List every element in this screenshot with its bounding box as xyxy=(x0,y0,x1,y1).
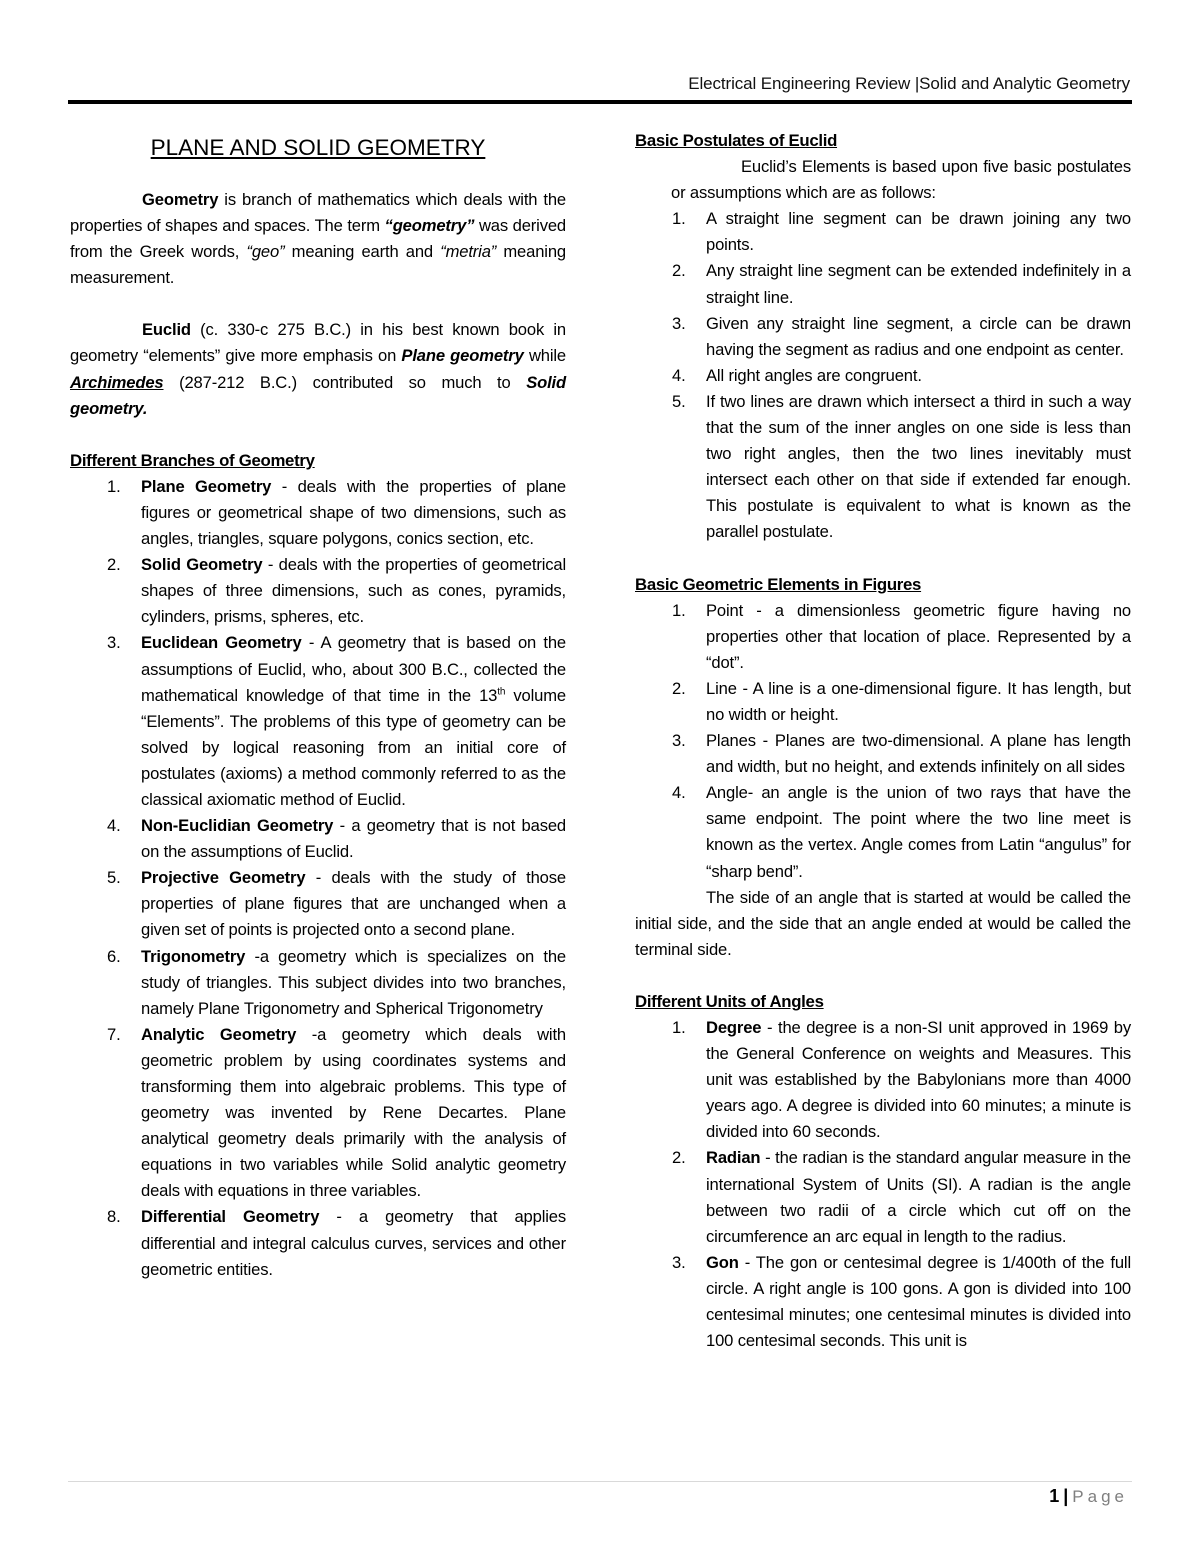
list-number: 4. xyxy=(107,816,121,836)
list-item xyxy=(635,1250,1131,1354)
list-item xyxy=(70,474,566,552)
intro-text-1a: is branch of mathematics which deals with the properties of shapes and spaces. The term xyxy=(70,190,566,236)
intro-text-1d: meaning measurement. xyxy=(70,242,566,288)
element-text: Line - A line is a one-dimensional figure. It has length, but no width or height. xyxy=(706,678,1131,724)
units-heading: Different Units of Angles xyxy=(635,991,824,1011)
quoted-geometry: “geometry” xyxy=(384,216,475,236)
list-number: 2. xyxy=(107,555,121,575)
postulate-text: Any straight line segment can be extended indefinitely in a straight line. xyxy=(706,261,1131,307)
header-rule xyxy=(68,100,1132,104)
branch-term: Solid Geometry xyxy=(141,555,263,575)
postulate-text: A straight line segment can be drawn joining any two points. xyxy=(706,209,1131,255)
term-plane-geometry: Plane geometry xyxy=(401,346,524,366)
postulates-heading: Basic Postulates of Euclid xyxy=(635,131,838,150)
list-item xyxy=(635,1015,1131,1145)
list-number: 3. xyxy=(672,1252,686,1272)
units-list xyxy=(635,1015,1131,1354)
intro-text-1b: was derived from the Greek words, xyxy=(70,216,567,262)
term-geometry: Geometry xyxy=(142,190,219,209)
footer-rule xyxy=(68,1481,1132,1482)
list-item xyxy=(635,598,1131,676)
page-word: Page xyxy=(1072,1487,1128,1506)
branch-term: Euclidean Geometry xyxy=(141,633,302,653)
term-euclid: Euclid xyxy=(142,320,191,340)
postulate-text: All right angles are congruent. xyxy=(706,365,922,385)
list-number: 6. xyxy=(107,946,121,966)
unit-term: Degree xyxy=(706,1018,762,1037)
branch-text: -a geometry which is specializes on the study of triangles. This subject divides into two branches, namely Plane Trigonometry and Spherical Trigonometry xyxy=(141,946,566,1018)
intro-text-2b: while xyxy=(523,346,567,366)
list-number: 8. xyxy=(107,1207,121,1227)
list-number: 1. xyxy=(672,209,686,229)
list-item xyxy=(70,552,566,630)
list-item xyxy=(635,728,1131,780)
intro-text-2c: (287-212 B.C.) contributed so much to xyxy=(163,372,527,392)
list-item xyxy=(635,258,1131,310)
postulates-intro: Euclid’s Elements is based upon five basic postulates or assumptions which are as follows: xyxy=(671,157,1131,203)
list-number: 1. xyxy=(672,1018,686,1037)
intro-text-1c: meaning earth and xyxy=(284,242,441,262)
elements-heading: Basic Geometric Elements in Figures xyxy=(635,574,922,594)
list-number: 7. xyxy=(107,1024,121,1044)
list-number: 2. xyxy=(672,261,686,281)
branch-term: Differential Geometry xyxy=(141,1207,320,1227)
left-column xyxy=(70,128,566,1283)
list-item xyxy=(635,389,1131,546)
list-item xyxy=(70,813,566,865)
intro-text-2a: (c. 330-c 275 B.C.) in his best known book in geometry “elements” give more emphasis on xyxy=(70,320,566,366)
list-number: 2. xyxy=(672,678,686,698)
branch-text: - deals with the study of those properties of plane figures that are unchanged when a given set of points is projected onto a second plane. xyxy=(141,868,566,940)
intro-paragraph-geometry xyxy=(70,187,566,291)
list-item xyxy=(635,363,1131,389)
unit-text: - The gon or centesimal degree is 1/400th of the full circle. A right angle is 100 gons. A gon is divided into 100 centesimal minutes; one centesimal minutes is divided into 100 centesimal seconds. This unit is xyxy=(706,1252,1131,1351)
right-column xyxy=(635,128,1131,1354)
branch-term: Non-Euclidian Geometry xyxy=(141,816,334,836)
list-item xyxy=(635,311,1131,363)
list-number: 3. xyxy=(672,313,686,333)
postulates-list xyxy=(635,206,1131,545)
list-item xyxy=(70,944,566,1022)
list-number: 3. xyxy=(107,633,121,653)
term-archimedes: Archimedes xyxy=(70,372,164,392)
branch-text: - a geometry that is not based on the assumptions of Euclid. xyxy=(141,816,566,862)
branch-text: - deals with the properties of geometrical shapes of three dimensions, such as cones, pyramids, cylinders, prisms, spheres, etc. xyxy=(141,555,566,627)
branch-text: - deals with the properties of plane figures or geometrical shape of two dimensions, such as angles, triangles, square polygons, conics section, etc. xyxy=(141,476,567,549)
postulate-text: Given any straight line segment, a circle can be drawn having the segment as radius and one endpoint as center. xyxy=(706,313,1131,359)
list-item xyxy=(70,1022,566,1205)
list-number: 2. xyxy=(672,1148,686,1168)
postulate-text: If two lines are drawn which intersect a third in such a way that the sum of the inner angles on one side is less than two right angles, then the two lines inevitably must intersect each other on that side if extended far enough. This postulate is equivalent to what is known as the parallel postulate. xyxy=(706,391,1131,542)
list-number: 4. xyxy=(672,365,686,385)
list-item xyxy=(70,630,566,813)
element-text: Angle- an angle is the union of two rays that have the same endpoint. The point where the two line meet is known as the vertex. Angle comes from Latin “angulus” for “sharp bend”. xyxy=(706,783,1131,881)
list-number: 1. xyxy=(672,600,686,620)
superscript: th xyxy=(497,686,506,698)
list-number: 5. xyxy=(672,391,686,411)
unit-term: Radian xyxy=(706,1148,761,1168)
list-item xyxy=(70,1204,566,1282)
branch-text: volume “Elements”. The problems of this type of geometry can be solved by logical reasoning from an initial core of postulates (axioms) a method commonly referred to as the classical axiomatic method of Euclid. xyxy=(141,685,566,809)
intro-paragraph-euclid xyxy=(70,317,566,421)
list-item xyxy=(635,1145,1131,1249)
list-number: 3. xyxy=(672,731,686,751)
element-text: Planes - Planes are two-dimensional. A plane has length and width, but no height, and extends infinitely on all sides xyxy=(706,731,1131,777)
branch-term: Plane Geometry xyxy=(141,476,272,496)
branch-text: -a geometry which deals with geometric problem by using coordinates systems and transforming them into algebraic problems. This type of geometry was invented by Rene Decartes. Plane analytical geometry deals primarily with the analysis of equations in two variables while Solid analytic geometry deals with equations in three variables. xyxy=(141,1024,566,1201)
unit-term: Gon xyxy=(706,1252,739,1272)
branch-term: Projective Geometry xyxy=(141,868,306,888)
unit-text: - the degree is a non-SI unit approved in 1969 by the General Conference on weights and Measures. This unit was established by the Babylonians more than 4000 years ago. A degree is divided into 60 minutes; a minute is divided into 60 seconds. xyxy=(706,1018,1131,1142)
list-number: 5. xyxy=(107,868,121,888)
quoted-geo: “geo” xyxy=(246,242,285,262)
branches-heading: Different Branches of Geometry xyxy=(70,450,315,470)
branch-text: - A geometry that is based on the assumptions of Euclid, who, about 300 B.C., collected the mathematical knowledge of that time in the 13 xyxy=(141,633,566,705)
angle-sides-paragraph: The side of an angle that is started at would be called the initial side, and the side that an angle ended at would be called the terminal side. xyxy=(635,887,1131,959)
branch-term: Analytic Geometry xyxy=(141,1024,297,1044)
branch-term: Trigonometry xyxy=(141,946,246,966)
list-item xyxy=(635,676,1131,728)
list-item xyxy=(635,206,1131,258)
term-solid-geometry: Solid geometry. xyxy=(70,372,566,418)
branches-list xyxy=(70,474,566,1283)
footer-separator: | xyxy=(1063,1486,1069,1506)
running-header: Electrical Engineering Review |Solid and Analytic Geometry xyxy=(688,74,1130,93)
branch-text: - a geometry that applies differential and integral calculus curves, services and other geometric entities. xyxy=(141,1207,566,1279)
list-number: 1. xyxy=(107,476,121,496)
document-title: PLANE AND SOLID GEOMETRY xyxy=(150,135,486,160)
quoted-metria: “metria” xyxy=(440,242,497,262)
list-number: 4. xyxy=(672,783,686,803)
list-item xyxy=(635,780,1131,884)
page-footer xyxy=(1049,1486,1128,1507)
unit-text: - the radian is the standard angular measure in the international System of Units (SI). A radian is the angle between two radii of a circle which cut off on the circumference an arc equal in length to the radius. xyxy=(706,1148,1131,1246)
element-text: Point - a dimensionless geometric figure having no properties other that location of place. Represented by a “dot”. xyxy=(706,600,1131,672)
elements-list xyxy=(635,598,1131,885)
page-number: 1 xyxy=(1049,1486,1060,1506)
list-item xyxy=(70,865,566,943)
